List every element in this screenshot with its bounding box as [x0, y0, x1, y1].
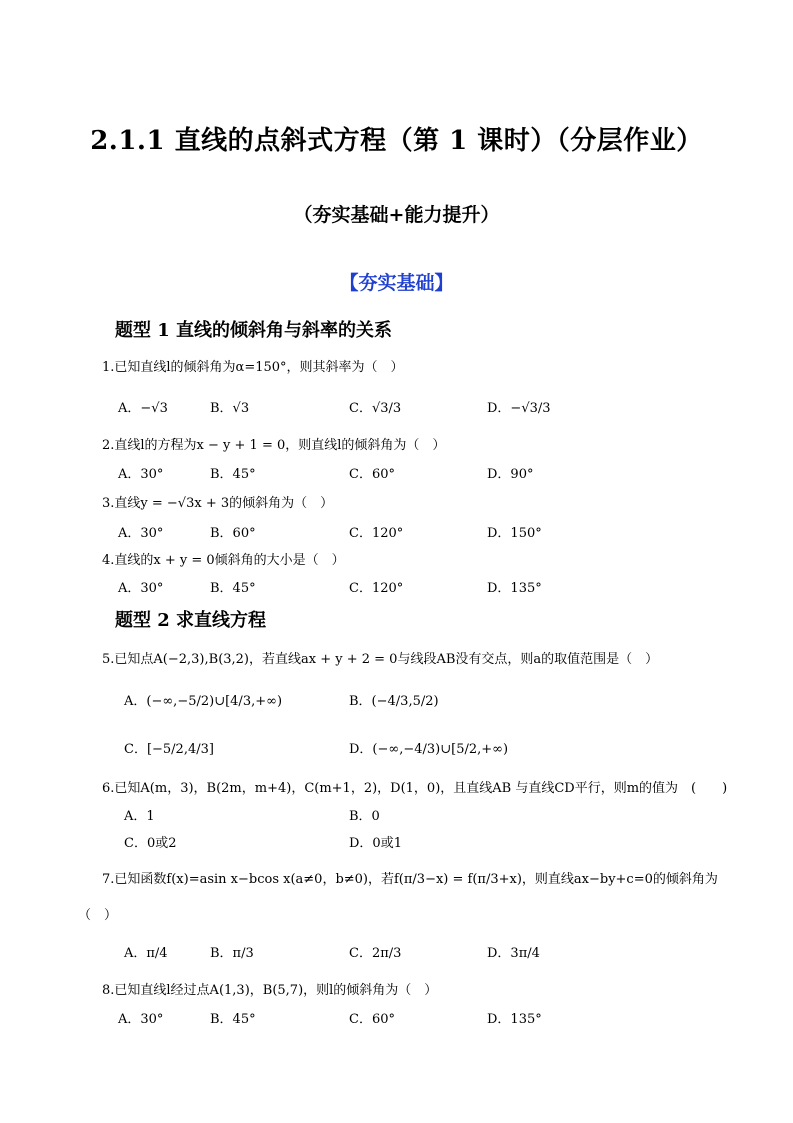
question-7-stem-continued: （ ） — [78, 908, 118, 923]
q8-option-b[interactable]: B．45° — [210, 1012, 256, 1027]
q5-option-d[interactable]: D．(−∞,−4/3)∪[5/2,+∞) — [349, 742, 509, 757]
q1-option-b[interactable]: B．√3 — [210, 401, 250, 416]
section-heading: 【夯实基础】 — [339, 272, 454, 294]
question-8-stem: 8.已知直线l经过点A(1,3)，B(5,7)，则l的倾斜角为（ ） — [102, 983, 438, 998]
q7-option-a[interactable]: A．π/4 — [124, 946, 168, 961]
q7-option-b[interactable]: B．π/3 — [210, 946, 254, 961]
q6-option-d[interactable]: D．0或1 — [349, 836, 402, 851]
q6-option-a[interactable]: A．1 — [124, 809, 155, 824]
q4-option-c[interactable]: C．120° — [349, 581, 404, 596]
q4-option-a[interactable]: A．30° — [118, 581, 164, 596]
q1-option-c[interactable]: C．√3/3 — [349, 401, 402, 416]
q1-option-d[interactable]: D．−√3/3 — [487, 401, 551, 416]
q8-option-d[interactable]: D．135° — [487, 1012, 542, 1027]
question-3-stem: 3.直线y = −√3x + 3的倾斜角为（ ） — [102, 496, 334, 511]
q6-option-b[interactable]: B．0 — [349, 809, 380, 824]
q4-option-b[interactable]: B．45° — [210, 581, 256, 596]
q7-option-c[interactable]: C．2π/3 — [349, 946, 402, 961]
q3-option-d[interactable]: D．150° — [487, 526, 542, 541]
page-title: 2.1.1 直线的点斜式方程（第 1 课时）（分层作业） — [90, 126, 703, 156]
question-4-stem: 4.直线的x + y = 0倾斜角的大小是（ ） — [102, 553, 345, 568]
q5-option-b[interactable]: B．(−4/3,5/2) — [349, 694, 439, 709]
q2-option-c[interactable]: C．60° — [349, 467, 395, 482]
page-subtitle: （夯实基础+能力提升） — [293, 204, 500, 226]
question-1-stem: 1.已知直线l的倾斜角为α=150°，则其斜率为（ ） — [102, 360, 404, 375]
q6-option-c[interactable]: C．0或2 — [124, 836, 177, 851]
q3-option-c[interactable]: C．120° — [349, 526, 404, 541]
question-6-stem: 6.已知A(m，3)，B(2m，m+4)，C(m+1，2)，D(1，0)，且直线AB 与直线CD平行，则m的值为 ( ) — [102, 781, 728, 796]
q4-option-d[interactable]: D．135° — [487, 581, 542, 596]
q3-option-b[interactable]: B．60° — [210, 526, 256, 541]
q3-option-a[interactable]: A．30° — [118, 526, 164, 541]
q5-option-a[interactable]: A．(−∞,−5/2)∪[4/3,+∞) — [124, 694, 283, 709]
q5-option-c[interactable]: C．[−5/2,4/3] — [124, 742, 214, 757]
question-type-2: 题型 2 求直线方程 — [115, 610, 267, 631]
q8-option-a[interactable]: A．30° — [118, 1012, 164, 1027]
q7-option-d[interactable]: D．3π/4 — [487, 946, 540, 961]
question-5-stem: 5.已知点A(−2,3),B(3,2)，若直线ax + y + 2 = 0与线段AB没有交点，则a的取值范围是（ ） — [102, 652, 659, 667]
q2-option-b[interactable]: B．45° — [210, 467, 256, 482]
q2-option-a[interactable]: A．30° — [118, 467, 164, 482]
question-type-1: 题型 1 直线的倾斜角与斜率的关系 — [115, 320, 393, 341]
q8-option-c[interactable]: C．60° — [349, 1012, 395, 1027]
q2-option-d[interactable]: D．90° — [487, 467, 534, 482]
question-7-stem: 7.已知函数f(x)=asin x−bcos x(a≠0，b≠0)，若f(π/3−x) = f(π/3+x)，则直线ax−by+c=0的倾斜角为 — [102, 872, 718, 887]
question-2-stem: 2.直线l的方程为x − y + 1 = 0，则直线l的倾斜角为（ ） — [102, 438, 446, 453]
q1-option-a[interactable]: A．−√3 — [118, 401, 168, 416]
